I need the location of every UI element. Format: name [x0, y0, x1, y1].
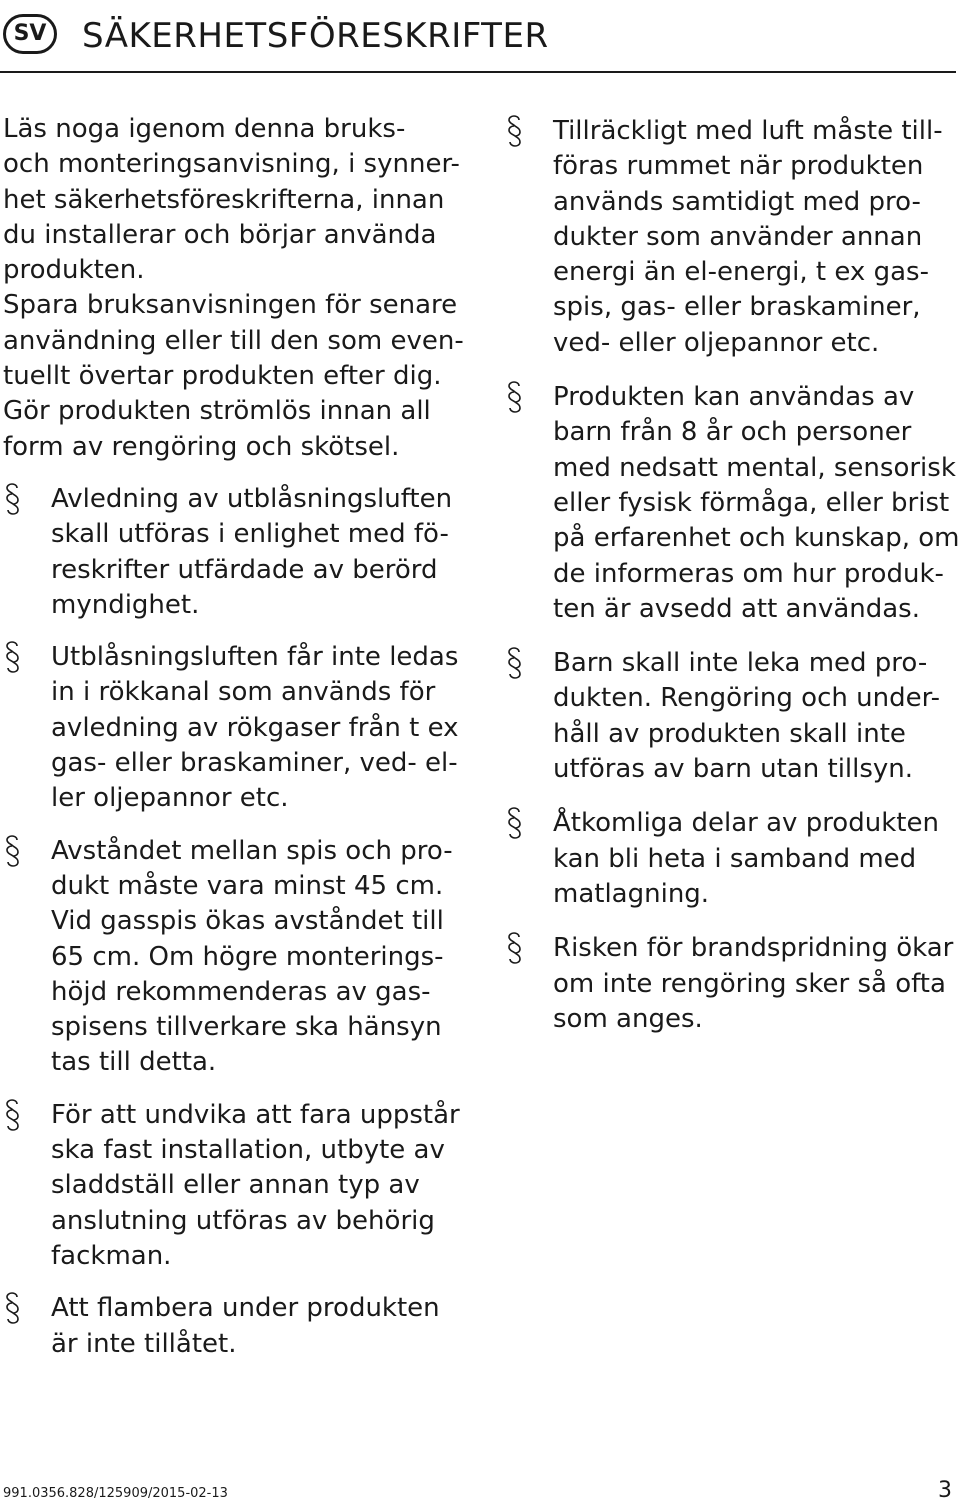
safety-item	[3, 1098, 463, 1274]
page-number: 3	[938, 1478, 952, 1503]
safety-item-text: sladdställ eller annan typ av	[51, 1170, 420, 1201]
safety-item-text: Risken för brandspridning ökar	[553, 933, 954, 964]
safety-item-text: Tillräckligt med luft måste till-	[553, 116, 943, 146]
intro-line: het säkerhetsföreskrifterna, innan	[3, 184, 445, 215]
safety-item-text: som anges.	[553, 1003, 703, 1034]
intro-paragraph	[3, 112, 463, 465]
safety-item-text: anslutning utföras av behörig	[51, 1205, 435, 1236]
safety-item-text: Produkten kan användas av	[553, 382, 915, 413]
left-column	[3, 112, 463, 1379]
safety-item-text: dukt måste vara minst 45 cm.	[51, 870, 444, 901]
language-badge: SV	[3, 14, 57, 54]
safety-item-text: Utblåsningsluften får inte ledas	[51, 642, 459, 673]
safety-item	[505, 806, 960, 912]
safety-item-text: Avståndet mellan spis och pro-	[51, 835, 453, 866]
safety-item	[505, 931, 960, 1037]
header-divider	[0, 71, 956, 73]
safety-item-text: in i rökkanal som används för	[51, 677, 436, 708]
safety-item-text: Barn skall inte leka med pro-	[553, 648, 928, 679]
safety-item-text: de informeras om hur produk-	[553, 558, 944, 589]
intro-line: du installerar och börjar använda	[3, 219, 437, 250]
safety-item	[505, 114, 960, 361]
section-sign-icon	[3, 640, 23, 674]
section-sign-icon	[505, 931, 525, 965]
intro-line: och monteringsanvisning, i synner-	[3, 149, 460, 180]
safety-item-text: om inte rengöring sker så ofta	[553, 968, 946, 999]
left-safety-list	[3, 482, 463, 1362]
safety-item	[3, 640, 463, 816]
section-sign-icon	[3, 834, 23, 868]
section-sign-icon	[3, 482, 23, 516]
section-sign-icon	[505, 114, 525, 148]
intro-line: Läs noga igenom denna bruks-	[3, 114, 406, 144]
safety-item-text: Att flambera under produkten	[51, 1293, 440, 1324]
safety-item-text: spis, gas- eller braskaminer,	[553, 292, 921, 323]
safety-item-text: tas till detta.	[51, 1047, 217, 1078]
safety-item-text: ten är avsedd att användas.	[553, 593, 920, 624]
document-code: 991.0356.828/125909/2015-02-13	[3, 1486, 228, 1501]
page-header	[0, 0, 960, 90]
safety-item-text: föras rummet när produkten	[553, 151, 924, 182]
safety-item-text: spisens tillverkare ska hänsyn	[51, 1012, 442, 1043]
section-sign-icon	[505, 380, 525, 414]
safety-item-text: är inte tillåtet.	[51, 1328, 237, 1359]
safety-item-text: ved- eller oljepannor etc.	[553, 327, 880, 358]
safety-item-text: matlagning.	[553, 878, 710, 909]
safety-item-text: energi än el-energi, t ex gas-	[553, 257, 929, 288]
intro-line: form av rengöring och skötsel.	[3, 431, 400, 462]
safety-item-text: reskrifter utfärdade av berörd	[51, 554, 438, 585]
safety-item-text: dukter som använder annan	[553, 221, 923, 252]
safety-item-text: på erfarenhet och kunskap, om	[553, 523, 960, 554]
safety-item-text: ska fast installation, utbyte av	[51, 1135, 445, 1166]
right-column	[505, 114, 960, 1056]
page-title: SÄKERHETSFÖRESKRIFTER	[82, 16, 549, 56]
safety-item-text: utföras av barn utan tillsyn.	[553, 754, 914, 785]
safety-item-text: skall utföras i enlighet med fö-	[51, 519, 449, 550]
section-sign-icon	[505, 646, 525, 680]
safety-item-text: kan bli heta i samband med	[553, 843, 917, 874]
safety-item	[3, 834, 463, 1081]
safety-item	[505, 380, 960, 627]
safety-item-text: dukten. Rengöring och under-	[553, 683, 940, 714]
safety-item-text: avledning av rökgaser från t ex	[51, 712, 459, 743]
intro-line: användning eller till den som even-	[3, 325, 464, 356]
right-safety-list	[505, 114, 960, 1037]
safety-item-text: gas- eller braskaminer, ved- el-	[51, 748, 458, 779]
safety-item-text: används samtidigt med pro-	[553, 186, 921, 217]
intro-line: produkten.	[3, 255, 145, 286]
safety-item-text: 65 cm. Om högre monterings-	[51, 941, 444, 972]
safety-item-text: eller fysisk förmåga, eller brist	[553, 487, 950, 518]
safety-item-text: med nedsatt mental, sensorisk	[553, 452, 956, 483]
safety-item-text: höjd rekommenderas av gas-	[51, 976, 431, 1007]
section-sign-icon	[505, 806, 525, 840]
safety-item	[505, 646, 960, 787]
safety-item-text: barn från 8 år och personer	[553, 417, 912, 448]
section-sign-icon	[3, 1098, 23, 1132]
safety-item-text: myndighet.	[51, 589, 200, 620]
intro-line: tuellt övertar produkten efter dig.	[3, 361, 442, 392]
safety-item-text: Avledning av utblåsningsluften	[51, 483, 453, 514]
intro-line: Gör produkten strömlös innan all	[3, 396, 431, 427]
safety-item-text: Vid gasspis ökas avståndet till	[51, 906, 444, 937]
safety-item-text: Åtkomliga delar av produkten	[553, 808, 939, 839]
intro-line: Spara bruksanvisningen för senare	[3, 290, 458, 321]
safety-item-text: För att undvika att fara uppstår	[51, 1099, 460, 1130]
safety-item	[3, 482, 463, 623]
section-sign-icon	[3, 1291, 23, 1325]
safety-item-text: ler oljepannor etc.	[51, 783, 289, 814]
safety-item	[3, 1291, 463, 1362]
safety-item-text: håll av produkten skall inte	[553, 718, 906, 749]
safety-item-text: fackman.	[51, 1240, 172, 1271]
